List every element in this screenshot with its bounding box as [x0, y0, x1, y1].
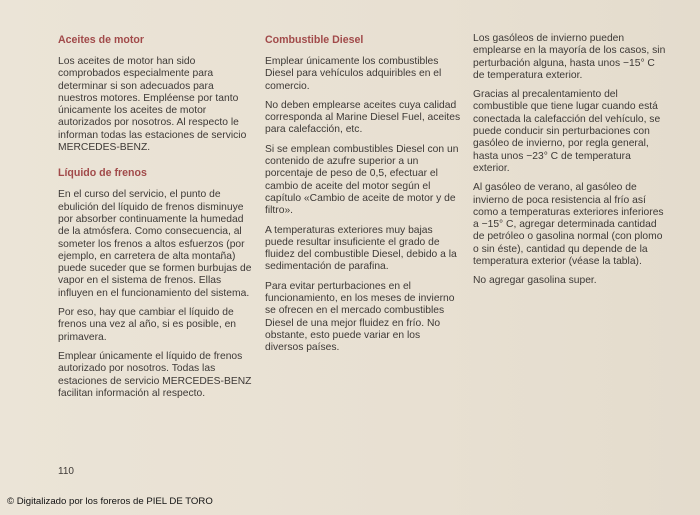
paragraph: Emplear únicamente el líquido de frenos autorizado por nosotros. Todas las estaciones de servicio MERCEDES-BENZ facilitan información al respecto. — [58, 350, 252, 399]
paragraph: Los aceites de motor han sido comprobados especialmente para determinar si son adecuados para nuestros motores. Empléense por tanto únicamente los aceites de motor autorizados por nosotros. Al respecto le informan todas las estaciones de servicio MERCEDES-BENZ. — [58, 56, 247, 154]
paragraph: A temperaturas exteriores muy bajas puede resultar insuficiente el grado de fluidez del combustible Diesel, debido a la sedimentación de parafina. — [265, 224, 457, 273]
column-left — [58, 33, 256, 407]
paragraph: Gracias al precalentamiento del combustible que tiene lugar cuando está conectada la calefacción del vehículo, se puede conducir sin perturbaciones con gasóleo de invierno, por regla general, hasta unos −23° C de temperatura exterior. — [473, 89, 661, 174]
column-middle — [265, 33, 461, 362]
paragraph: No deben emplearse aceites cuya calidad corresponda al Marine Diesel Fuel, aceites para calefacción, etc. — [265, 99, 461, 136]
footer-credit: © Digitalizado por los foreros de PIEL DE TORO — [7, 496, 213, 507]
heading-liquido-de-frenos: Líquido de frenos — [58, 167, 147, 180]
heading-combustible-diesel: Combustible Diesel — [265, 34, 364, 46]
page-number: 110 — [58, 466, 74, 477]
paragraph: Los gasóleos de invierno pueden emplearse en la mayoría de los casos, sin perturbación alguna, hasta unos −15° C de temperatura exterior. — [473, 33, 666, 81]
paragraph: Para evitar perturbaciones en el funcionamiento, en los meses de invierno se ofrecen en el mercado combustibles Diesel de una mejor fluidez en frío. No obstante, esto puede variar en los diversos países. — [265, 280, 455, 354]
paragraph: Por eso, hay que cambiar el líquido de frenos una vez al año, si es posible, en primavera. — [58, 307, 237, 343]
paragraph: Al gasóleo de verano, al gasóleo de invierno de poca resistencia al frío así como a temperaturas exteriores inferiores a −15° C, agregar determinada cantidad de petróleo o gasolina normal (con plomo o sin éste), cantidad qu depende de la temperatura exterior (véase la tabla). — [473, 182, 664, 268]
heading-aceites-de-motor: Aceites de motor — [58, 34, 144, 46]
paragraph: No agregar gasolina super. — [473, 275, 597, 287]
paragraph: Emplear únicamente los combustibles Diesel para vehículos adquiribles en el comercio. — [265, 56, 442, 92]
paragraph: En el curso del servicio, el punto de ebulición del líquido de frenos disminuye por absorber continuamente la humedad de la atmósfera. Como consecuencia, al someter los frenos a altos esfuerzos (por ejemplo, en carretera de alta montaña) puede suceder que se formen burbujas de vapor en el sistema de frenos. Ellas influyen en el funcionamiento del sistema. — [58, 189, 252, 299]
column-right — [473, 33, 669, 295]
paragraph: Si se emplean combustibles Diesel con un contenido de azufre superior a un porcentaje de peso de 0,5, efectuar el cambio de aceite del motor según el capítulo «Cambio de aceite de motor y de filtro». — [265, 143, 459, 217]
